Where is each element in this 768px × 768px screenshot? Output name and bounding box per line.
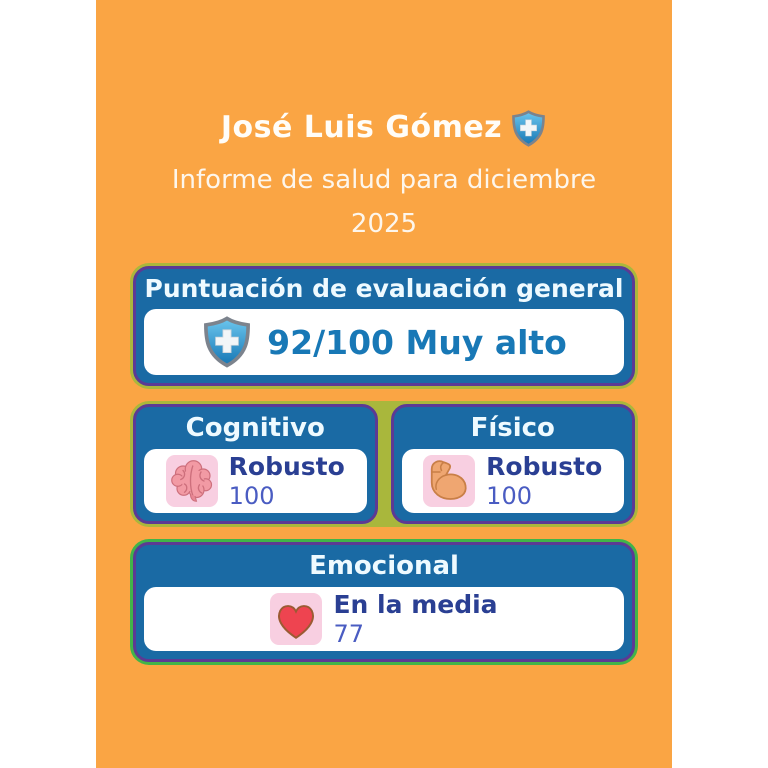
cognitive-card bbox=[133, 404, 378, 524]
overall-card-title: Puntuación de evaluación general bbox=[144, 274, 624, 303]
emotional-score: 77 bbox=[333, 620, 365, 648]
emotional-card bbox=[133, 542, 635, 662]
physical-card-cell bbox=[391, 404, 636, 524]
subtitle-line-1: Informe de salud para diciembre bbox=[171, 165, 597, 195]
report-background bbox=[96, 0, 672, 768]
overall-score-panel bbox=[144, 309, 624, 375]
emotional-status: En la media bbox=[333, 590, 498, 619]
physical-panel bbox=[402, 449, 625, 513]
emotional-card-title: Emocional bbox=[309, 551, 459, 581]
overall-score-text: 92/100 Muy alto bbox=[267, 322, 567, 362]
emotional-card-wrapper bbox=[130, 539, 638, 665]
physical-values bbox=[486, 451, 602, 511]
overall-score-card bbox=[133, 266, 635, 386]
cognitive-card-cell bbox=[133, 404, 378, 524]
shield-cross-icon bbox=[201, 316, 253, 368]
shield-cross-icon bbox=[510, 110, 547, 147]
report-subtitle bbox=[130, 158, 638, 246]
cognitive-card-title: Cognitivo bbox=[185, 413, 325, 443]
category-row-wrapper bbox=[130, 401, 638, 527]
biceps-icon bbox=[423, 455, 475, 507]
physical-card bbox=[391, 404, 636, 524]
heart-icon bbox=[270, 593, 322, 645]
cognitive-values bbox=[229, 451, 345, 511]
patient-name: José Luis Gómez bbox=[220, 110, 503, 145]
brain-icon bbox=[166, 455, 218, 507]
overall-score-card-wrapper bbox=[130, 263, 638, 389]
cognitive-status: Robusto bbox=[228, 452, 345, 481]
cognitive-score: 100 bbox=[228, 482, 275, 510]
emotional-panel bbox=[144, 587, 624, 651]
physical-status: Robusto bbox=[486, 452, 603, 481]
page-title bbox=[130, 106, 638, 150]
emotional-values bbox=[333, 589, 497, 649]
subtitle-line-2: 2025 bbox=[350, 209, 418, 239]
physical-score: 100 bbox=[486, 482, 532, 510]
cognitive-panel bbox=[144, 449, 367, 513]
physical-card-title: Físico bbox=[470, 413, 555, 443]
